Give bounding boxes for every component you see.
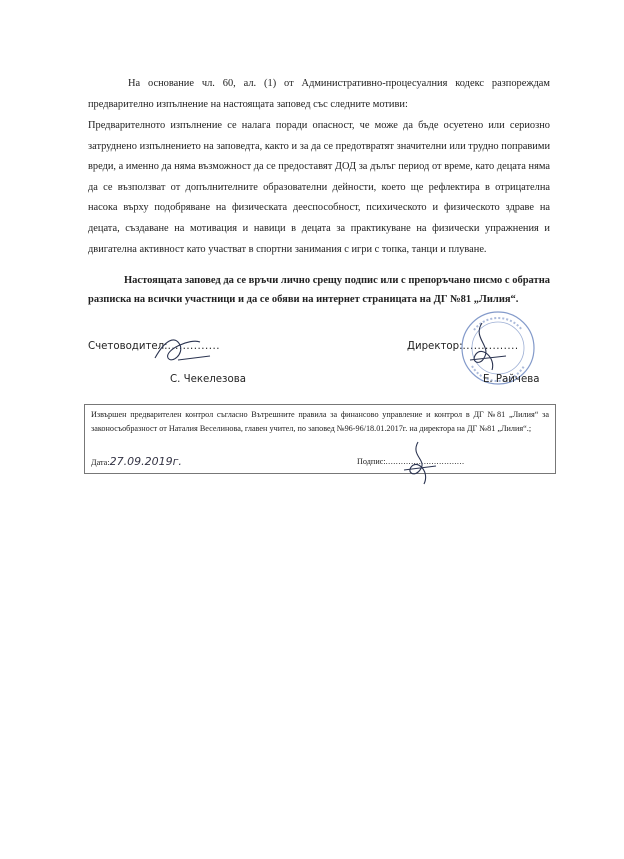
control-box-date (91, 455, 182, 470)
paragraph-motives-body: Предварителното изпълнение се налага поради опасност, че може да бъде осуетено или сериозно затруднено изпълнението на заповедта, както и за да се предотвратят значителни или трудно поправими вреди, а именно да няма възможност да се предоставят ДОД за дълъг период от време, като децата няма да се възползват от допълнителните образователни дейности, което ще рефлектира в отрицателна насока върху подобряване на физическата дееспособност, психическото и физическото здраве на децата, създаване на мотивация и навици в децата за практикуване на физически упражнения и двигателна активност като участват в спортни занимания с игри с топка, танци и плуване. (88, 120, 550, 255)
accountant-label: Счетоводител: (88, 341, 168, 352)
paragraph-delivery: Настоящата заповед да се връчи лично срещу подпис или с препоръчано писмо с обратна разписка на всички участници и да се обяви на интернет страницата на ДГ №81 „Лилия“. (88, 275, 550, 305)
sign-dots: ............................... (385, 457, 465, 466)
accountant-name: С. Чекелезова (170, 374, 246, 385)
accountant-signature-mark (150, 330, 220, 370)
control-box-text: Извършен предварителен контрол съгласно Вътрешните правила за финансово управление и контрол в ДГ №81 „Лилия“ за законосъобразност от Наталия Веселинова, главен учител, по заповед №96-96/18.01.2017г. на директора на ДГ №81 „Лилия“.; (91, 410, 549, 433)
date-value: 27.09.2019г. (109, 455, 182, 468)
accountant-dots: .............. (167, 341, 220, 352)
sign-label: Подпис: (357, 457, 386, 466)
director-signature-mark (462, 318, 512, 378)
director-label: Директор: (407, 341, 463, 352)
control-signature-mark (400, 440, 440, 486)
preliminary-control-box (84, 404, 556, 474)
director-name: Е. Райчева (483, 374, 540, 385)
date-label: Дата: (91, 458, 110, 467)
director-dots: ............... (462, 341, 519, 352)
paragraph-motives-intro: На основание чл. 60, ал. (1) от Административно-процесуалния кодекс разпореждам предварително изпълнение на настоящата заповед със следните мотиви: (88, 78, 550, 110)
